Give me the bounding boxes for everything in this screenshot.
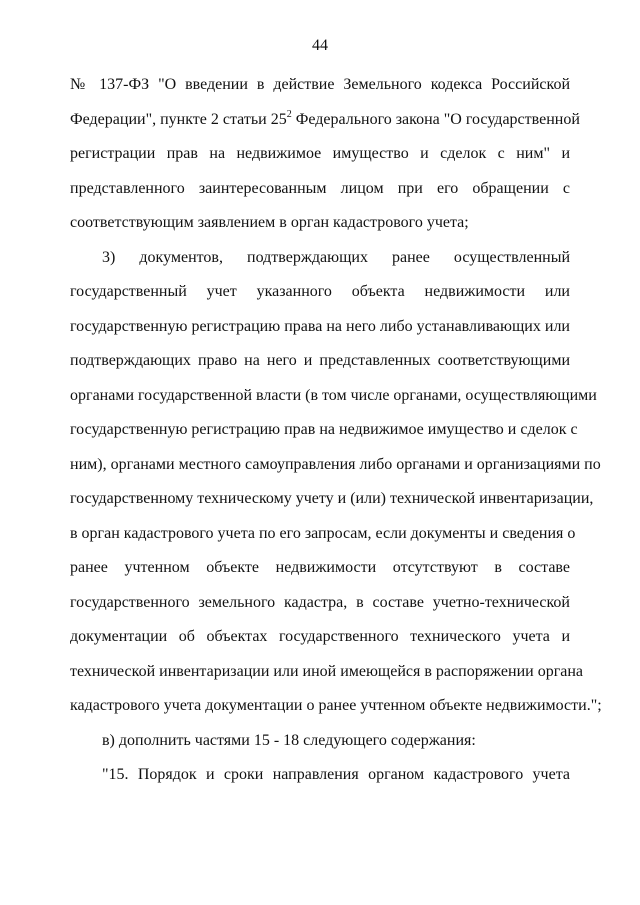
paragraph-continuation (70, 68, 580, 241)
text-line: ним), органами местного самоуправления либо органами и организациями по (70, 455, 601, 473)
text-line: № 137-ФЗ "О введении в действие Земельного кодекса Российской (70, 76, 570, 93)
text-line (70, 103, 580, 138)
page-number: 44 (312, 37, 328, 54)
text-line: государственную регистрацию прав на недвижимое имущество и сделок с (70, 421, 578, 438)
text-line: государственному техническому учету и (или) технической инвентаризации, (70, 490, 594, 507)
paragraph-item-v (70, 724, 570, 759)
text-line: подтверждающих право на него и представленных соответствующими (70, 352, 570, 369)
text-line: регистрации прав на недвижимое имущество и сделок с ним" и (70, 145, 570, 162)
text-line: государственного земельного кадастра, в составе учетно-технической (70, 593, 570, 611)
document-body (70, 68, 602, 793)
text-line: представленного заинтересованным лицом при его обращении с (70, 179, 570, 197)
text-line: "15. Порядок и сроки направления органом кадастрового учета (102, 766, 570, 783)
text-line: 3) документов, подтверждающих ранее осуществленный (102, 248, 570, 266)
text-line: в орган кадастрового учета по его запросам, если документы и сведения о (70, 524, 576, 542)
text-line: ранее учтенном объекте недвижимости отсутствуют в составе (70, 559, 570, 576)
text-line: кадастрового учета документации о ранее учтенном объекте недвижимости."; (70, 697, 602, 714)
text-line: государственный учет указанного объекта недвижимости или (70, 283, 570, 300)
text-segment: Федерального закона "О государственной (291, 110, 580, 128)
text-line: органами государственной власти (в том числе органами, осуществляющими (70, 386, 597, 404)
superscript: 2 (286, 108, 292, 120)
paragraph-part-15 (70, 758, 570, 793)
text-line: технической инвентаризации или иной имеющейся в распоряжении органа (70, 662, 584, 680)
text-line: соответствующим заявлением в орган кадастрового учета; (70, 214, 469, 231)
paragraph-item-3 (70, 241, 602, 724)
text-line: государственную регистрацию права на него либо устанавливающих или (70, 317, 570, 335)
text-segment: Федерации", пункте 2 статьи 25 (70, 110, 287, 128)
text-line: документации об объектах государственного технического учета и (70, 628, 570, 645)
text-line: в) дополнить частями 15 - 18 следующего содержания: (102, 731, 476, 749)
